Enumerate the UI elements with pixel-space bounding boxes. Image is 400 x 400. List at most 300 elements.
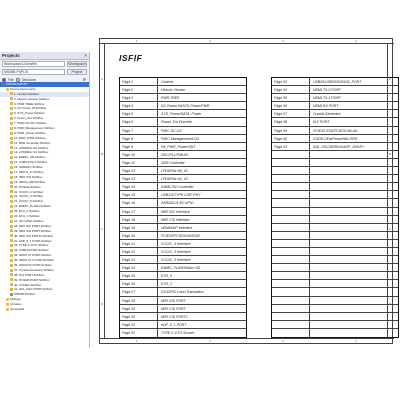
table-row xyxy=(272,118,398,126)
schematic-doc-icon xyxy=(10,92,13,95)
page-number-cell: Page 25 xyxy=(120,272,158,279)
page-number-cell xyxy=(272,216,310,223)
tree-item-label: 34. HDMI TX PORT.SchDoc xyxy=(14,253,52,258)
table-row xyxy=(120,94,246,102)
page-number-cell: Page 41 xyxy=(272,143,310,150)
folder-icon xyxy=(6,88,9,91)
table-row xyxy=(272,110,398,118)
table-row xyxy=(120,110,246,118)
table-row xyxy=(120,264,246,272)
page-title-cell: MIPI CSI PORT2 xyxy=(161,314,188,319)
table-row xyxy=(120,151,246,159)
close-icon[interactable]: × xyxy=(84,53,87,58)
table-row xyxy=(120,248,246,256)
schematic-doc-icon xyxy=(10,97,13,100)
table-row xyxy=(272,232,398,240)
projects-panel xyxy=(0,52,90,348)
page-title-cell: HDMI RX PORT xyxy=(313,104,339,109)
workspace-select[interactable]: Workspace1.DsnWrk xyxy=(2,61,65,67)
project-icon xyxy=(2,83,5,86)
page-number-cell xyxy=(272,167,310,174)
schematic-doc-icon xyxy=(10,161,13,164)
table-row xyxy=(272,86,398,94)
schematic-doc-icon xyxy=(10,146,13,149)
schematic-doc-icon xyxy=(10,171,13,174)
tree-item-label: MS06B.PrjPCB * xyxy=(6,82,29,86)
page-title-cell: HDMI TX 1 PORT xyxy=(313,96,341,101)
page-number-cell: Page 14 xyxy=(120,183,158,190)
table-row xyxy=(120,183,246,191)
page-number-cell xyxy=(272,151,310,158)
tree-item-label: 28. MIPI DSI PORT.SchDoc xyxy=(14,223,52,228)
page-number-cell: Page 5 xyxy=(120,110,158,117)
table-row xyxy=(120,272,246,280)
page-number-cell: Page 11 xyxy=(120,159,158,166)
table-row xyxy=(272,78,398,86)
schematic-doc-icon xyxy=(10,278,13,281)
table-row xyxy=(272,151,398,159)
page-number-cell: Page 28 xyxy=(120,297,158,304)
content-table-right xyxy=(271,77,399,338)
content-table-left xyxy=(119,77,247,338)
page-title-cell xyxy=(310,297,398,304)
file-view-label: File xyxy=(8,77,14,82)
table-row xyxy=(272,272,398,280)
table-row xyxy=(272,167,398,175)
page-title-cell xyxy=(310,272,398,279)
table-row xyxy=(272,143,398,151)
page-title-cell xyxy=(310,208,398,215)
page-title-cell xyxy=(310,183,398,190)
table-row xyxy=(120,224,246,232)
tree-item[interactable] xyxy=(0,307,89,312)
page-title-cell: HDMI TX 0 PORT xyxy=(313,88,341,93)
status-area xyxy=(0,370,400,400)
page-title-cell: SYS_Power/SATA_Power xyxy=(161,112,202,117)
page-title-cell: M.2 PORT xyxy=(313,120,330,125)
project-tree[interactable] xyxy=(0,82,89,348)
page-number-cell xyxy=(272,240,310,247)
page-title-cell: DDC/PLL/PMUIO xyxy=(161,152,189,157)
schematic-doc-icon xyxy=(10,244,13,247)
tree-item-label: 41. 32A_OSC PORT.SchDoc xyxy=(14,287,53,292)
table-row xyxy=(272,264,398,272)
page-number-cell: Page 37 xyxy=(272,110,310,117)
table-row xyxy=(120,135,246,143)
page-number-cell xyxy=(272,256,310,263)
tree-item-label: 35. HDMI TX 0 PORT.SchDoc xyxy=(14,258,54,263)
tree-item-label: 3. PWR TREE.SchDoc xyxy=(14,101,45,106)
page-title-cell: 32A_OSC/DEBUG/ADP_20/KEY xyxy=(313,144,365,149)
tree-item-label: 27. I2C GPIO.SchDoc xyxy=(14,218,44,223)
page-number-cell: Page 29 xyxy=(120,305,158,312)
page-number-cell xyxy=(272,224,310,231)
table-row xyxy=(272,321,398,329)
table-row xyxy=(120,159,246,167)
schematic-doc-icon xyxy=(10,259,13,262)
page-title-cell xyxy=(310,329,398,337)
page-title-cell xyxy=(310,321,398,328)
page-title-cell: PCIE30/PCIE20/SATA30 xyxy=(161,233,200,238)
page-number-cell: Page 8 xyxy=(120,135,158,142)
zone-column-label: 3 xyxy=(282,39,284,43)
gear-icon[interactable]: ⚙ xyxy=(82,77,86,82)
schematic-doc-icon xyxy=(10,283,13,286)
tree-item-label: 36. HDMI RX PORT.SchDoc xyxy=(14,262,52,267)
schematic-doc-icon xyxy=(10,132,13,135)
page-number-cell: Page 4 xyxy=(120,102,158,109)
zone-column-label: 3 xyxy=(282,339,284,343)
page-number-cell xyxy=(272,248,310,255)
page-title-cell: I2C/GPIO Level Translation xyxy=(161,290,204,295)
schematic-doc-icon xyxy=(10,122,13,125)
pcb-doc-icon xyxy=(10,293,13,296)
table-row xyxy=(120,175,246,183)
tree-item-label: 19. HDMI_eDP.SchDoc xyxy=(14,179,46,184)
page-number-cell xyxy=(272,183,310,190)
page-title-cell: VCCIO_4 Interface xyxy=(161,241,191,246)
tree-item-label: 39. PCIE30 PORT.SchDoc xyxy=(14,277,50,282)
page-title-cell xyxy=(310,191,398,198)
page-number-cell: Page 15 xyxy=(120,191,158,198)
page-number-cell: Page 38 xyxy=(272,118,310,125)
page-title-cell: eDP_0_1 PORT xyxy=(161,322,187,327)
table-row xyxy=(272,94,398,102)
schematic-doc-icon xyxy=(10,249,13,252)
page-title-cell: SARADC/1.8V GPIO xyxy=(161,201,194,206)
tree-item-label: 31. eDP_0_1 PORT.SchDoc xyxy=(14,238,52,243)
page-title-cell: PWR TREE xyxy=(161,96,180,101)
page-number-cell xyxy=(272,159,310,166)
schematic-doc-icon xyxy=(10,234,13,237)
schematic-doc-icon xyxy=(10,141,13,144)
schematic-doc-icon xyxy=(10,195,13,198)
zone-column-label: 4 xyxy=(355,39,357,43)
page-number-cell xyxy=(272,272,310,279)
page-number-cell: Page 2 xyxy=(120,86,158,93)
table-row xyxy=(120,86,246,94)
table-row xyxy=(272,240,398,248)
tree-item-label: 1. Content.SchDoc xyxy=(14,91,40,96)
schematic-doc-icon xyxy=(10,254,13,257)
page-title-cell xyxy=(310,151,398,158)
table-row xyxy=(272,248,398,256)
table-row xyxy=(120,256,246,264)
table-row xyxy=(272,305,398,313)
page-title-cell: PMIC DC-DC xyxy=(161,128,182,133)
page-title-cell xyxy=(310,256,398,263)
table-row xyxy=(272,288,398,296)
page-title-cell: PCIE30 SSD/PCIE20 WLAN xyxy=(313,128,358,133)
page-number-cell xyxy=(272,232,310,239)
zone-column-label: 2 xyxy=(209,339,211,343)
folder-icon xyxy=(6,298,9,301)
sheet-title: ISFIF xyxy=(119,53,143,63)
page-title-cell: Power_Ext Discrete xyxy=(161,120,192,125)
tree-item-label: 18. MIPI CSI.SchDoc xyxy=(14,174,43,179)
tree-item-label: 15. USB3.0 PHY.SchDoc xyxy=(14,160,48,165)
page-number-cell: Page 21 xyxy=(120,240,158,247)
page-title-cell: CODEC/EarPhone/MIC/SPK xyxy=(313,136,358,141)
page-number-cell: Page 9 xyxy=(120,143,158,150)
page-title-cell xyxy=(310,264,398,271)
tree-item-label: 38. M.2 PORT.SchDoc xyxy=(14,272,45,277)
page-title-cell: VCCIO_5 Interface xyxy=(161,258,191,263)
schematic-doc-icon xyxy=(10,181,13,184)
schematic-doc-icon xyxy=(10,156,13,159)
table-row xyxy=(272,135,398,143)
tree-item-label: 33. USB20 PORT.SchDoc xyxy=(14,248,49,253)
table-row xyxy=(120,240,246,248)
table-row xyxy=(272,183,398,191)
table-row xyxy=(120,329,246,337)
table-row xyxy=(120,321,246,329)
page-title-cell xyxy=(310,240,398,247)
zone-row-label: C xyxy=(101,227,104,231)
page-number-cell xyxy=(272,305,310,312)
tree-item-label: 20. PCIE30.SchDoc xyxy=(14,184,41,189)
page-number-cell xyxy=(272,199,310,206)
page-title-cell: PMIC Management/LDO xyxy=(161,136,200,141)
sheet-border-top xyxy=(100,39,394,44)
page-title-cell xyxy=(310,313,398,320)
tree-item-label: 24. EMMC_FLASH.SchDoc xyxy=(14,204,51,209)
tree-item-label: Source Documents xyxy=(10,86,36,91)
page-number-cell: Page 16 xyxy=(120,199,158,206)
zone-row-label: D xyxy=(388,302,391,306)
schematic-doc-icon xyxy=(10,176,13,179)
table-row xyxy=(120,78,246,86)
page-title-cell: MIPI CSI Interface xyxy=(161,217,190,222)
tree-item-label: 6. Power_Ext.SchDoc xyxy=(14,116,44,121)
schematic-doc-icon xyxy=(10,137,13,140)
zone-row-label: C xyxy=(388,227,391,231)
page-title-cell xyxy=(310,305,398,312)
table-row xyxy=(272,127,398,135)
schematic-doc-icon xyxy=(10,200,13,203)
table-row xyxy=(272,102,398,110)
tree-item-label: 12. LPDDR4x N0.SchDoc xyxy=(14,145,49,150)
table-row xyxy=(120,127,246,135)
schematic-doc-icon xyxy=(10,127,13,130)
page-number-cell: Page 20 xyxy=(120,232,158,239)
page-title-cell xyxy=(310,175,398,182)
page-number-cell: Page 35 xyxy=(272,94,310,101)
page-number-cell xyxy=(272,264,310,271)
table-row xyxy=(272,313,398,321)
zone-column-label: 1 xyxy=(136,339,138,343)
page-title-cell: DC Power IN/SYS Power/PWR xyxy=(161,104,210,109)
page-number-cell xyxy=(272,280,310,287)
page-number-cell: Page 18 xyxy=(120,216,158,223)
sheet-border-bottom xyxy=(100,338,394,343)
page-number-cell: Page 30 xyxy=(120,313,158,320)
table-row xyxy=(120,280,246,288)
table-row xyxy=(120,102,246,110)
table-row xyxy=(120,143,246,151)
tree-item-label: 4. DC Power IN.SchDoc xyxy=(14,106,47,111)
zone-column-label: 4 xyxy=(355,339,357,343)
project-button[interactable]: Project xyxy=(67,69,87,75)
workspace-button[interactable]: Workspace xyxy=(68,62,86,66)
page-number-cell: Page 7 xyxy=(120,127,158,134)
schematic-doc-icon xyxy=(10,102,13,105)
page-number-cell: Page 13 xyxy=(120,175,158,182)
schematic-doc-icon xyxy=(10,112,13,115)
page-title-cell xyxy=(310,167,398,174)
zone-row-label: D xyxy=(101,302,104,306)
page-number-cell: Page 6 xyxy=(120,118,158,125)
page-title-cell: LPDDR4x N0_01 xyxy=(161,169,188,174)
page-title-cell: LPDDR4x N1_02 xyxy=(161,177,188,182)
page-title-cell xyxy=(310,159,398,166)
page-number-cell: Page 27 xyxy=(120,288,158,295)
page-title-cell xyxy=(310,199,398,206)
page-title-cell: TYPE C OTG Socket xyxy=(161,330,194,335)
page-number-cell: Page 1 xyxy=(120,78,158,85)
tree-item-label: 22. VCCIO_3.SchDoc xyxy=(14,194,44,199)
page-title-cell xyxy=(310,232,398,239)
schematic-doc-icon xyxy=(10,269,13,272)
projects-panel-title: Projects xyxy=(2,53,20,58)
page-number-cell: Page 36 xyxy=(272,102,310,109)
page-title-cell: ETH_1 xyxy=(161,282,172,287)
page-title-cell xyxy=(310,280,398,287)
table-row xyxy=(272,191,398,199)
table-row xyxy=(120,313,246,321)
table-row xyxy=(272,175,398,183)
zone-column-label: 1 xyxy=(136,39,138,43)
tree-item-label: 5. SYS_Power.SchDoc xyxy=(14,111,45,116)
table-row xyxy=(272,216,398,224)
tree-item-label: 13. LPDDR4x N1.SchDoc xyxy=(14,150,49,155)
zone-row-label: B xyxy=(388,152,391,156)
project-select[interactable]: MS06B.PrjPCB xyxy=(2,69,65,75)
page-title-cell: PA_PWR_Power/SNT xyxy=(161,144,196,149)
page-title-cell: USB20/USB20/SATA30_PORT xyxy=(313,80,362,84)
table-row xyxy=(272,159,398,167)
tree-item-label: 37. Crystal Generator.SchDoc xyxy=(14,267,54,272)
file-view-radio[interactable] xyxy=(2,78,6,82)
page-number-cell: Page 31 xyxy=(120,321,158,328)
schematic-doc-icon xyxy=(10,229,13,232)
tree-item-label: Generated xyxy=(10,306,25,311)
tree-item-label: 10. DDR_PWR.SchDoc xyxy=(14,135,46,140)
schematic-doc-icon xyxy=(10,185,13,188)
table-row xyxy=(120,305,246,313)
page-title-cell: MIPI D/C Interface xyxy=(161,209,190,214)
folder-icon xyxy=(6,308,9,311)
tree-item-label: 29. MIPI CSI PORT.SchDoc xyxy=(14,228,52,233)
table-row xyxy=(120,297,246,305)
page-title-cell: EMMC_FLASH/Micro SD xyxy=(161,266,201,271)
page-title-cell: Content xyxy=(161,80,174,84)
sheet-border xyxy=(99,38,393,344)
page-number-cell xyxy=(272,208,310,215)
page-number-cell xyxy=(272,191,310,198)
tree-item-label: 40. CODEC.SchDoc xyxy=(14,282,42,287)
schematic-doc-icon xyxy=(10,151,13,154)
zone-column-label: 2 xyxy=(209,39,211,43)
table-row xyxy=(272,208,398,216)
page-title-cell: MIPI DSI PORT xyxy=(161,298,186,303)
projects-panel-header xyxy=(0,52,89,60)
page-number-cell: Page 17 xyxy=(120,208,158,215)
tree-item-label: 8. PMIC Management.SchDoc xyxy=(14,126,55,131)
schematic-doc-icon xyxy=(10,190,13,193)
sheet-border-left xyxy=(100,44,105,338)
schematic-doc-icon xyxy=(10,288,13,291)
tree-item-label: Libraries xyxy=(10,302,22,307)
schematic-doc-icon xyxy=(10,273,13,276)
page-title-cell: EMMC/SD Controller xyxy=(161,185,194,190)
table-row xyxy=(120,118,246,126)
schematic-canvas[interactable] xyxy=(91,30,400,370)
page-number-cell xyxy=(272,297,310,304)
zone-row-label: B xyxy=(101,152,104,156)
table-row xyxy=(120,288,246,296)
tree-item-label: 32. TYPE C OTG.SchDoc xyxy=(14,243,49,248)
tree-item-label: 11. DDR Controller.SchDoc xyxy=(14,140,51,145)
page-number-cell: Page 39 xyxy=(272,127,310,134)
page-number-cell: Page 40 xyxy=(272,135,310,142)
structure-view-radio[interactable] xyxy=(16,78,20,82)
structure-view-label: Structure xyxy=(21,77,36,82)
page-number-cell: Page 34 xyxy=(272,86,310,93)
table-row xyxy=(120,167,246,175)
page-title-cell xyxy=(310,288,398,295)
page-title-cell: MIPI CSI PORT xyxy=(161,306,186,311)
tree-item-label: 7. PMIC DC-DC.SchDoc xyxy=(14,121,47,126)
table-row xyxy=(272,297,398,305)
page-number-cell xyxy=(272,288,310,295)
schematic-doc-icon xyxy=(10,166,13,169)
tree-item-label: MS06B.PcbDoc xyxy=(14,292,36,297)
page-title-cell xyxy=(310,224,398,231)
page-number-cell: Page 22 xyxy=(120,248,158,255)
schematic-doc-icon xyxy=(10,225,13,228)
schematic-doc-icon xyxy=(10,264,13,267)
tree-item-label: 9. PWR_Power.SchDoc xyxy=(14,130,46,135)
page-number-cell: Page 32 xyxy=(120,329,158,337)
page-number-cell: Page 23 xyxy=(120,256,158,263)
page-title-cell: VCCIO_3 Interface xyxy=(161,249,191,254)
table-row xyxy=(272,256,398,264)
schematic-doc-icon xyxy=(10,215,13,218)
page-title-cell: HDMI/eDP Interface xyxy=(161,225,193,230)
page-title-cell: USB3.0/TYPE C/DP PHY xyxy=(161,193,201,198)
tree-item-label: 23. VCCIO_5.SchDoc xyxy=(14,199,44,204)
tree-item-label: 17. MIPI D_C.SchDoc xyxy=(14,170,44,175)
table-row xyxy=(272,329,398,337)
page-number-cell: Page 19 xyxy=(120,224,158,231)
tree-item-label: 21. VCCIO_4.SchDoc xyxy=(14,189,44,194)
table-row xyxy=(120,208,246,216)
schematic-doc-icon xyxy=(10,107,13,110)
page-number-cell xyxy=(272,329,310,337)
page-title-cell: DDR Controller xyxy=(161,160,185,165)
page-number-cell: Page 12 xyxy=(120,167,158,174)
project-row xyxy=(0,68,89,76)
schematic-doc-icon xyxy=(10,205,13,208)
table-row xyxy=(272,224,398,232)
table-row xyxy=(120,216,246,224)
tree-item-label: 14. EMMC_SD.SchDoc xyxy=(14,155,46,160)
page-title-cell: ETH_0 xyxy=(161,274,172,279)
table-row xyxy=(120,232,246,240)
zone-row-label: A xyxy=(388,77,391,81)
page-number-cell: Page 26 xyxy=(120,280,158,287)
